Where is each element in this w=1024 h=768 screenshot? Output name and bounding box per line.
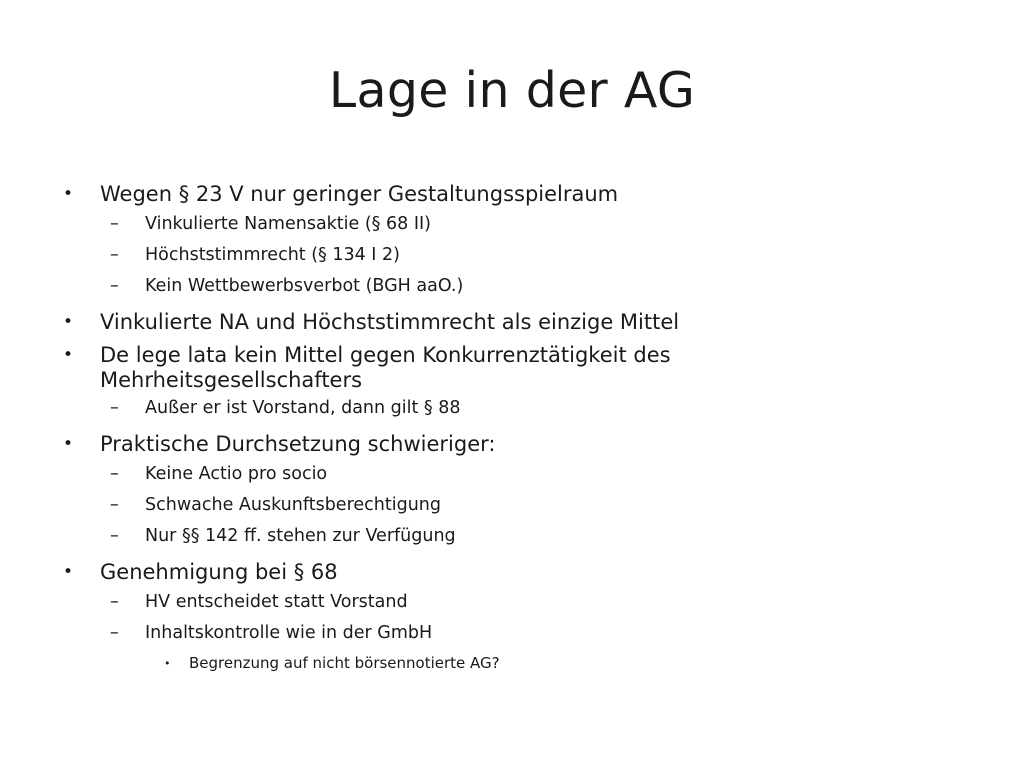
bullet-marker: • [63,184,74,204]
sub-item [56,618,976,649]
dash-marker: – [110,464,119,484]
dash-marker: – [110,214,119,234]
sub-item [56,271,976,302]
bullet-text: Genehmigung bei § 68 [100,560,338,584]
sub-text: Kein Wettbewerbsverbot (BGH aaO.) [145,276,464,296]
sub-item [56,240,976,271]
bullet-item [56,180,976,209]
bullet-item [56,430,976,459]
sub-text: HV entscheidet statt Vorstand [145,592,408,612]
dash-marker: – [110,495,119,515]
sub-text: Höchststimmrecht (§ 134 I 2) [145,245,400,265]
slide-title: Lage in der AG [328,62,696,119]
sub-text: Schwache Auskunftsberechtigung [145,495,441,515]
bullet-item [56,558,976,587]
subsub-text: Begrenzung auf nicht börsennotierte AG? [189,654,500,672]
bullet-text: Vinkulierte NA und Höchststimmrecht als einzige Mittel [100,310,680,334]
bullet-text: Wegen § 23 V nur geringer Gestaltungsspielraum [100,182,619,206]
dash-marker: – [110,526,119,546]
sub-item [56,587,976,618]
bullet-marker: • [63,562,74,582]
bullet-item [56,343,820,393]
bullet-text: Praktische Durchsetzung schwieriger: [100,432,496,456]
dash-marker: – [110,398,119,418]
sub-item [56,393,976,424]
bullet-marker: • [63,345,74,365]
dash-marker: – [110,592,119,612]
dash-marker: – [110,276,119,296]
bullet-marker: • [63,312,74,332]
sub-item [56,459,976,490]
subbullet-marker: • [164,657,171,670]
sub-text: Nur §§ 142 ff. stehen zur Verfügung [145,526,456,546]
dash-marker: – [110,623,119,643]
sub-text: Keine Actio pro socio [145,464,328,484]
sub-item [56,490,976,521]
sub-text: Vinkulierte Namensaktie (§ 68 II) [145,214,431,234]
dash-marker: – [110,245,119,265]
bullet-marker: • [63,434,74,454]
sub-item [56,209,976,240]
sub-item [56,521,976,552]
bullet-item [56,308,976,337]
bullet-text: De lege lata kein Mittel gegen Konkurrenztätigkeit des Mehrheitsgesellschafters [100,343,671,392]
sub-text: Außer er ist Vorstand, dann gilt § 88 [145,398,461,418]
bullet-list [56,180,976,678]
subsub-item [56,649,976,678]
sub-text: Inhaltskontrolle wie in der GmbH [145,623,433,643]
